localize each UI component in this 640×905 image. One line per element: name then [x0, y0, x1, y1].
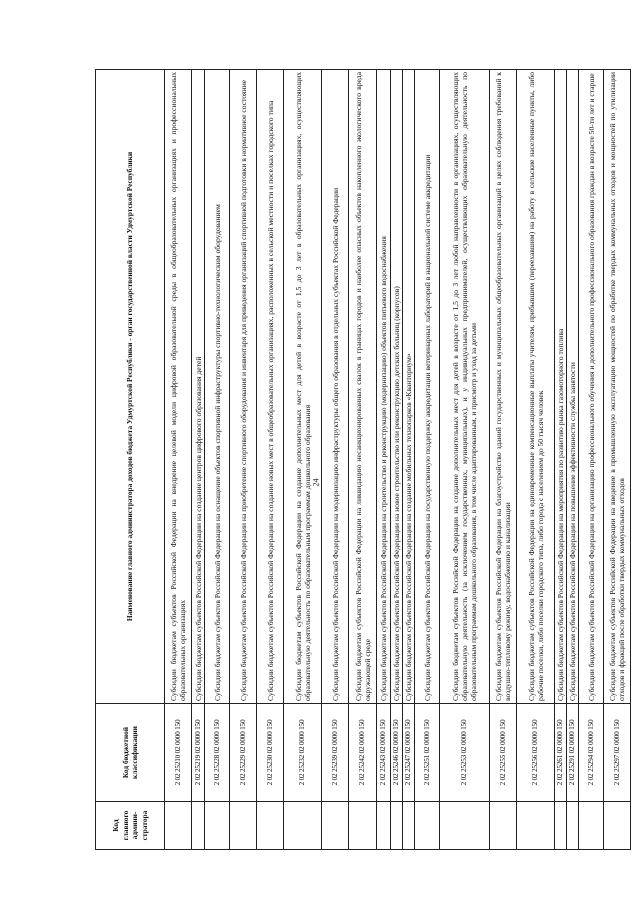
admin-code-cell [517, 802, 555, 850]
header-budget-code: Код бюджетной классификации [96, 704, 165, 802]
admin-code-cell [192, 802, 205, 850]
name-cell: Субсидии бюджетам субъектов Российской Федерации на ликвидацию несанкционированных свалок в границах городов и наиболее опасных объектов накопленного экологического вреда окружающей среде [349, 70, 377, 704]
name-cell: Субсидии бюджетам субъектов Российской Федерации на приобретение спортивного оборудования и инвентаря для приведения организаций спортивной подготовки в нормативное состояние [230, 70, 257, 704]
table-row [284, 70, 322, 850]
header-name: Наименование главного администратора доходов бюджета Удмуртской Республики - орган государственной власти Удмуртской Республики [96, 70, 165, 704]
budget-code-cell: 2 02 25239 02 0000 150 [322, 704, 349, 802]
budget-code-cell: 2 02 25219 02 0000 150 [192, 704, 205, 802]
table-row [579, 70, 604, 850]
table-row [205, 70, 230, 850]
table-row [192, 70, 205, 850]
admin-code-cell [377, 802, 391, 850]
page-number: 24 [311, 478, 321, 487]
name-cell: Субсидии бюджетам субъектов Российской Федерации на единовременные компенсационные выплаты учителям, прибывшим (переехавшим) на работу в сельские населенные пункты, либо рабочие поселки, либо поселки городского типа, либо города с населением до 50 тысяч человек [517, 70, 555, 704]
admin-code-cell [403, 802, 415, 850]
budget-code-cell: 2 02 25247 02 0000 150 [403, 704, 415, 802]
table-row [377, 70, 391, 850]
table-row [322, 70, 349, 850]
budget-code-cell: 2 02 25242 02 0000 150 [349, 704, 377, 802]
name-cell: Субсидии бюджетам субъектов Российской Федерации на новое строительство или реконструкцию детских больниц (корпусов) [391, 70, 403, 704]
admin-code-cell [579, 802, 604, 850]
admin-code-cell [391, 802, 403, 850]
table-row [403, 70, 415, 850]
budget-code-cell: 2 02 25210 02 0000 150 [165, 704, 192, 802]
table-row [349, 70, 377, 850]
budget-code-cell: 2 02 25251 02 0000 150 [415, 704, 440, 802]
admin-code-cell [415, 802, 440, 850]
table-body [165, 70, 631, 850]
table-row [604, 70, 631, 850]
budget-code-cell: 2 02 25229 02 0000 150 [230, 704, 257, 802]
budget-code-cell: 2 02 25291 02 0000 150 [567, 704, 579, 802]
budget-code-cell: 2 02 25297 02 0000 150 [604, 704, 631, 802]
table-row [257, 70, 284, 850]
name-cell: Субсидии бюджетам субъектов Российской Федерации на создание центров цифрового образования детей [192, 70, 205, 704]
budget-table [95, 69, 631, 850]
table-row [567, 70, 579, 850]
name-cell: Субсидии бюджетам субъектов Российской Федерации на введение в промышленную эксплуатацию мощностей по обработке твердых коммунальных отходов и мощностей по утилизации отходов и фракций после обработки твердых коммунальных отходов [604, 70, 631, 704]
name-cell: Субсидии бюджетам субъектов Российской Федерации на создание дополнительных мест для детей в возрасте от 1,5 до 3 лет в образовательных организациях, осуществляющих образовательную деятельность по образовательным программам дошкольного образования [284, 70, 322, 704]
admin-code-cell [349, 802, 377, 850]
name-cell: Субсидии бюджетам субъектов Российской Федерации на мероприятия по развитию рынка газомоторного топлива [555, 70, 567, 704]
name-cell: Субсидии бюджетам субъектов Российской Федерации на создание новых мест в общеобразовательных организациях, расположенных в сельской местности и поселках городского типа [257, 70, 284, 704]
admin-code-cell [604, 802, 631, 850]
admin-code-cell [490, 802, 517, 850]
admin-code-cell [284, 802, 322, 850]
budget-code-cell: 2 02 25228 02 0000 150 [205, 704, 230, 802]
admin-code-cell [567, 802, 579, 850]
name-cell: Субсидии бюджетам субъектов Российской Федерации на строительство и реконструкцию (модернизацию) объектов питьевого водоснабжения [377, 70, 391, 704]
name-cell: Субсидии бюджетам субъектов Российской Федерации на благоустройство зданий государственных и муниципальных общеобразовательных организаций в целях соблюдения требований к воздушно-тепловому режиму, водоснабжению и канализации [490, 70, 517, 704]
admin-code-cell [230, 802, 257, 850]
rotated-table-container [95, 70, 626, 850]
name-cell: Субсидии бюджетам субъектов Российской Федерации на организацию профессионального обучения и дополнительного профессионального образования граждан в возрасте 50-ти лет и старше [579, 70, 604, 704]
admin-code-cell [322, 802, 349, 850]
table-row [440, 70, 490, 850]
table-row [230, 70, 257, 850]
budget-code-cell: 2 02 25253 02 0000 150 [440, 704, 490, 802]
budget-code-cell: 2 02 25243 02 0000 150 [377, 704, 391, 802]
budget-code-cell: 2 02 25230 02 0000 150 [257, 704, 284, 802]
name-cell: Субсидии бюджетам субъектов Российской Федерации на оснащение объектов спортивной инфраструктуры спортивно-технологическим оборудованием [205, 70, 230, 704]
budget-code-cell: 2 02 25256 02 0000 150 [517, 704, 555, 802]
table-row [165, 70, 192, 850]
admin-code-cell [555, 802, 567, 850]
admin-code-cell [165, 802, 192, 850]
name-cell: Субсидии бюджетам субъектов Российской Федерации на создание мобильных технопарков «Кванториум» [403, 70, 415, 704]
table-row [490, 70, 517, 850]
name-cell: Субсидии бюджетам субъектов Российской Федерации на создание дополнительных мест для детей в возрасте от 1,5 до 3 лет любой направленности в организациях, осуществляющих образовательную деятельность (за исключением государственных, муниципальных), и у индивидуальных предпринимателей, осуществляющих образовательную деятельность по образовательным программам дошкольного образования, в том числе адаптированным, и присмотр и уход за детьми [440, 70, 490, 704]
table-row [517, 70, 555, 850]
admin-code-cell [205, 802, 230, 850]
budget-code-cell: 2 02 25246 02 0000 150 [391, 704, 403, 802]
admin-code-cell [257, 802, 284, 850]
table-row [391, 70, 403, 850]
name-cell: Субсидии бюджетам субъектов Российской Федерации на модернизацию инфраструктуры общего образования в отдельных субъектах Российской Федерации [322, 70, 349, 704]
name-cell: Субсидии бюджетам субъектов Российской Федерации на повышение эффективности службы занятости [567, 70, 579, 704]
budget-code-cell: 2 02 25232 02 0000 150 [284, 704, 322, 802]
table-row [555, 70, 567, 850]
table-header-row [96, 70, 165, 850]
table-row [415, 70, 440, 850]
budget-code-cell: 2 02 25294 02 0000 150 [579, 704, 604, 802]
budget-code-cell: 2 02 25261 02 0000 150 [555, 704, 567, 802]
name-cell: Субсидии бюджетам субъектов Российской Федерации на внедрение целевой модели цифровой образовательной среды в общеобразовательных организациях и профессиональных образовательных организациях [165, 70, 192, 704]
budget-code-cell: 2 02 25255 02 0000 150 [490, 704, 517, 802]
header-admin-code: Код главного админи-стратора [96, 802, 165, 850]
name-cell: Субсидии бюджетам субъектов Российской Федерации на государственную поддержку аккредитации ветеринарных лабораторий в национальной системе аккредитации [415, 70, 440, 704]
admin-code-cell [440, 802, 490, 850]
